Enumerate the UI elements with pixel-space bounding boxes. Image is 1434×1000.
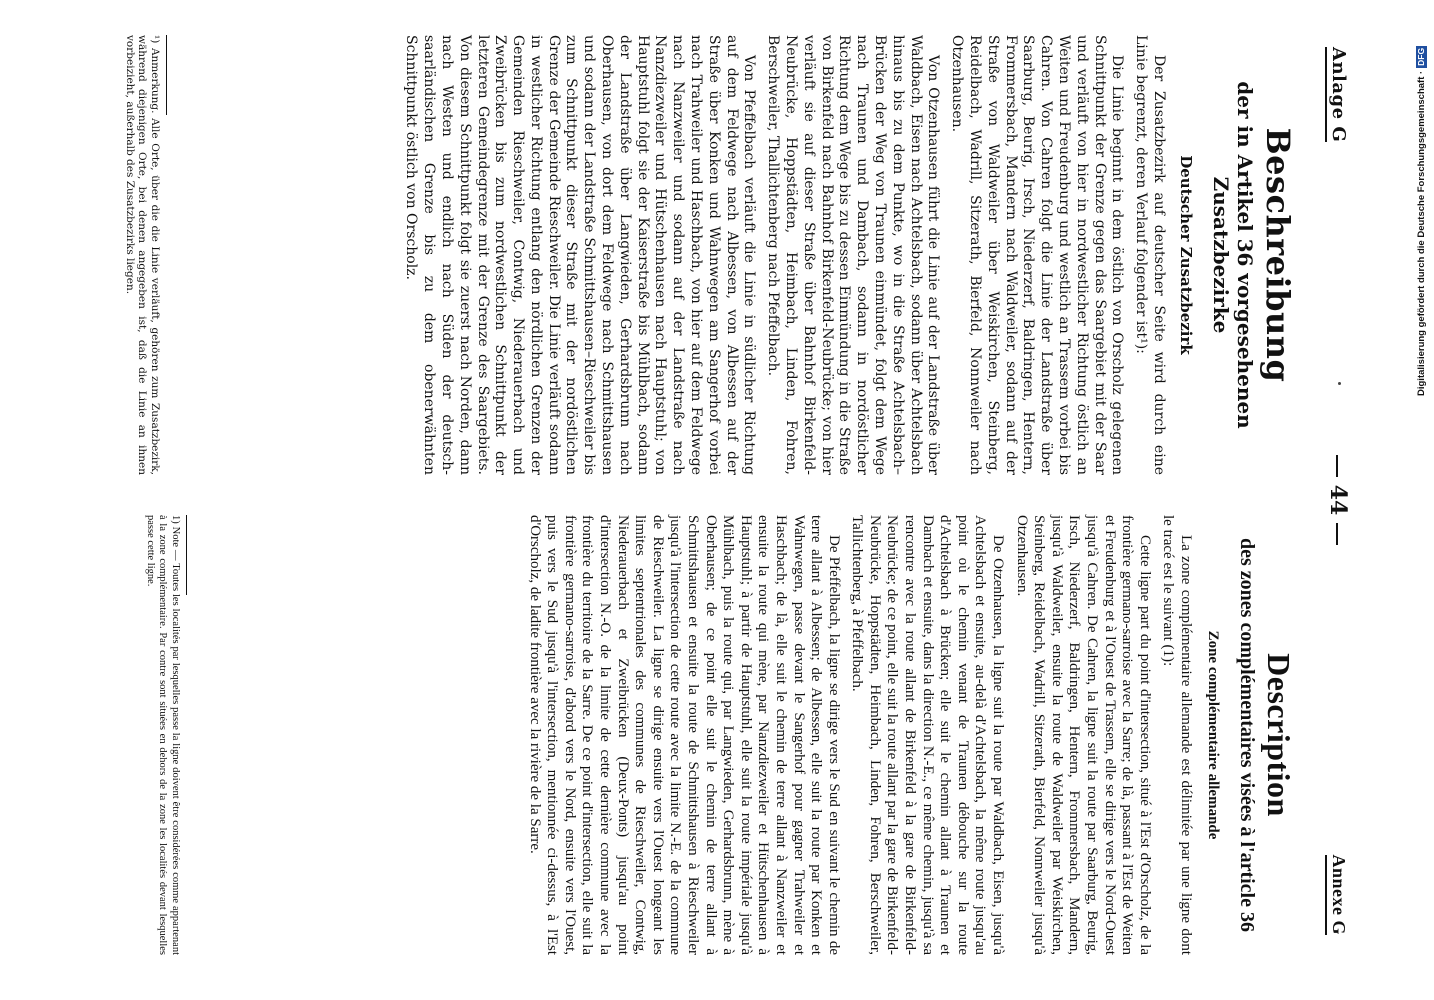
french-section-heading: Zone complémentaire allemande [1205,630,1221,840]
german-footnote-rule [166,35,167,115]
german-paragraph: Von Pfeffelbach verläuft die Linie in südlicher Richtung auf dem Feldwege nach Albessen, von Albessen auf der Straße über Konken und Wahnwegen am Sangerhof vorbei nach Trahweiler und Haschbach, von hier auf dem Feldwege nach Nanzweiler und sodann auf der Landstraße nach Nanzdiezweiler und Hütschenhausen nach Hauptstuhl; von Hauptstuhl folgt sie der Kaiserstraße bis Mühlbach, sodann der Landstraße über Langwieden, Gerhardsbrunn nach Oberhausen, von dort dem Feldwege nach Schmittshausen und sodann der Landstraße Schmittshausen–Rieschweiler bis zum Schnittpunkt dieser Straße mit der nordöstlichen Grenze der Gemeinde Rieschweiler. Die Linie verläuft sodann in westlicher Richtung entlang den nördlichen Grenzen der Gemeinden Rieschweiler, Contwig, Niederauerbach und Zweibrücken bis zum nordwestlichen Schnittpunkt der letzteren Gemeindegrenze mit der Grenze des Saargebiets. Von diesem Schnittpunkt folgt sie zuerst nach Norden, dann nach Westen und endlich nach Süden der deutsch-saarländischen Grenze bis zu dem obenerwähnten Schnittpunkt östlich von Orscholz. [403,35,758,475]
french-paragraph: De Otzenhausen, la ligne suit la route par Waldbach, Eisen, jusqu'à Achtelsbach et ensuite, au-delà d'Achtelsbach, la même route jusqu'au point où le chemin venant de Traunen débouche sur la route d'Achtelsbach à Brücken; elle suit le chemin allant à Traunen et Dambach et ensuite, dans la direction N.-E., ce même chemin, jusqu'à sa rencontre avec la route allant de Birkenfeld à la gare de Birkenfeld-Neubrücke; de ce point, elle suit la route allant par la gare de Birkenfeld-Neubrücke, Hoppstädten, Heimbach, Linden, Fohren, Berschweiler, Tallichtenberg, à Pfeffelbach. [849,515,1007,955]
german-section-heading: Deutscher Zusatzbezirk [1177,155,1195,355]
page-number [1325,35,1351,965]
annex-label-fr: Annexe G [1325,855,1349,936]
german-subtitle: der in Artikel 36 vorgesehenen Zusatzbezirke [1209,81,1257,429]
french-column [519,515,1297,955]
credit-text: Digitalisierung gefördert durch die Deutsche Forschungsgemeinschaft · [1416,70,1427,396]
german-paragraph: Der Zusatzbezirk auf deutscher Seite wird durch eine Linie begrenzt, deren Verlauf folgender ist¹): [1133,35,1167,475]
french-subtitle: des zones complémentaires visées à l'article 36 [1236,538,1258,932]
annex-label-de: Anlage G [1325,47,1349,142]
rotated-page [77,35,1357,965]
french-paragraph: La zone complémentaire allemande est délimitée par une ligne dont le tracé est le suivant (1): [1160,515,1194,955]
page-number-text: 44 [1325,484,1351,516]
german-title: Beschreibung [1259,127,1297,383]
dfg-logo: DFG [1415,47,1426,66]
french-title: Description [1261,653,1297,817]
dash-left [1336,455,1338,477]
german-paragraph: Die Linie beginnt in dem östlich von Orscholz gelegenen Schnittpunkt der Grenze gegen das Saargebiet mit der Saar und verläuft von hier in nordwestlicher Richtung östlich an Weiten und Freudenburg und westlich an Trassem vorbei bis Cahren. Von Cahren folgt die Linie der Landstraße über Saarburg, Beurig, Irsch, Niederzerf, Baldringen, Hentern, Frommersbach, Mandern nach Waldweiler, sodann auf der Straße von Waldweiler über Weiskirchen, Steinberg, Reidelbach, Wadrill, Sitzerath, Bierfeld, Nonnweiler nach Otzenhausen. [949,35,1126,475]
german-footnote: ¹) Anmerkung. Alle Orte, über die die Linie verläuft, gehören zum Zusatzbezirk, während diejenigen Orte, bei denen angegeben ist, daß die Linie an ihnen vorbeizieht, außerhalb des Zusatzbezirks liegen. [124,35,161,475]
french-paragraph: Cette ligne part du point d'intersection, situé à l'Est d'Orscholz, de la frontière germano-sarroise avec la Sarre; de là, passant à l'Est de Weiten et Freudenburg et à l'Ouest de Trassem, elle se dirige vers le Nord-Ouest jusqu'à Cahren. De Cahren, la ligne suit la route par Saarburg, Beurig, Irsch, Niederzerf, Baldringen, Hentern, Frommersbach, Mandern, jusqu'à Waldweiler, ensuite la route de Waldweiler par Weiskirchen, Steinberg, Reidelbach, Wadrill, Sitzerath, Bierfeld, Nonnweiler jusqu'à Otzenhausen. [1013,515,1153,955]
dash-right [1336,523,1338,545]
scan-speck [1338,382,1341,385]
french-paragraph: De Pfeffelbach, la ligne se dirige vers le Sud en suivant le chemin de terre allant à Albessen; de Albessen, elle suit la route par Konken et Wahnwegen, passe devant le Sangerhof pour gagner Trahweiler et Haschbach; de là, elle suit le chemin de terre allant à Nanzweiler et ensuite la route qui mène, par Nanzdiezweiler et Hütschenhausen à Hauptstuhl; à partir de Hauptstuhl, elle suit la route impériale jusqu'à Mühlbach, puis la route qui, par Langwieden, Gerhardsbrunn, mène à Oberhausen; de ce point elle suit le chemin de terre allant à Schmittshausen et ensuite la route de Schmittshausen à Rieschweiler jusqu'à l'intersection de cette route avec la limite N.-E. de la commune de Rieschweiler. La ligne se dirige ensuite vers l'Ouest longeant les limites septentrionales des communes de Rieschweiler, Contwig, Niederauerbach et Zweibrücken (Deux-Ponts) jusqu'au point d'intersection N.-O. de la limite de cette dernière commune avec la frontière du territoire de la Sarre. De ce point d'intersection, elle suit la frontière germano-sarroise, d'abord vers le Nord, ensuite vers l'Ouest, puis vers le Sud jusqu'à l'intersection, mentionnée ci-dessus, à l'Est d'Orscholz, de ladite frontière avec la rivière de la Sarre. [526,515,842,955]
page-header [1317,35,1357,965]
french-footnote: 1) Note — Toutes les localités par lesquelles passe la ligne doivent être considérées comme appartenant à la zone complémentaire. Par contre sont situées en dehors de la zone les localités devant lesquelles passe cette ligne. [145,515,181,955]
french-footnote-rule [186,515,187,595]
german-column [396,35,1297,475]
digitization-credit [1411,6,1433,396]
german-paragraph: Von Otzenhausen führt die Linie auf der Landstraße über Waldbach, Eisen nach Achtelsbach, sodann über Achtelsbach hinaus bis zu dem Punkte, wo in die Straße Achtelsbach–Brücken der Weg von Traunen einmündet, folgt dem Wege nach Traunen und Dambach, sodann in nordöstlicher Richtung dem Wege bis zu dessen Einmündung in die Straße von Birkenfeld nach Bahnhof Birkenfeld-Neubrücke; von hier verläuft sie auf dieser Straße über Bahnhof Birkenfeld-Neubrücke, Hoppstädten, Heimbach, Linden, Fohren, Berschweiler, Thallichtenberg nach Pfeffelbach. [765,35,942,475]
